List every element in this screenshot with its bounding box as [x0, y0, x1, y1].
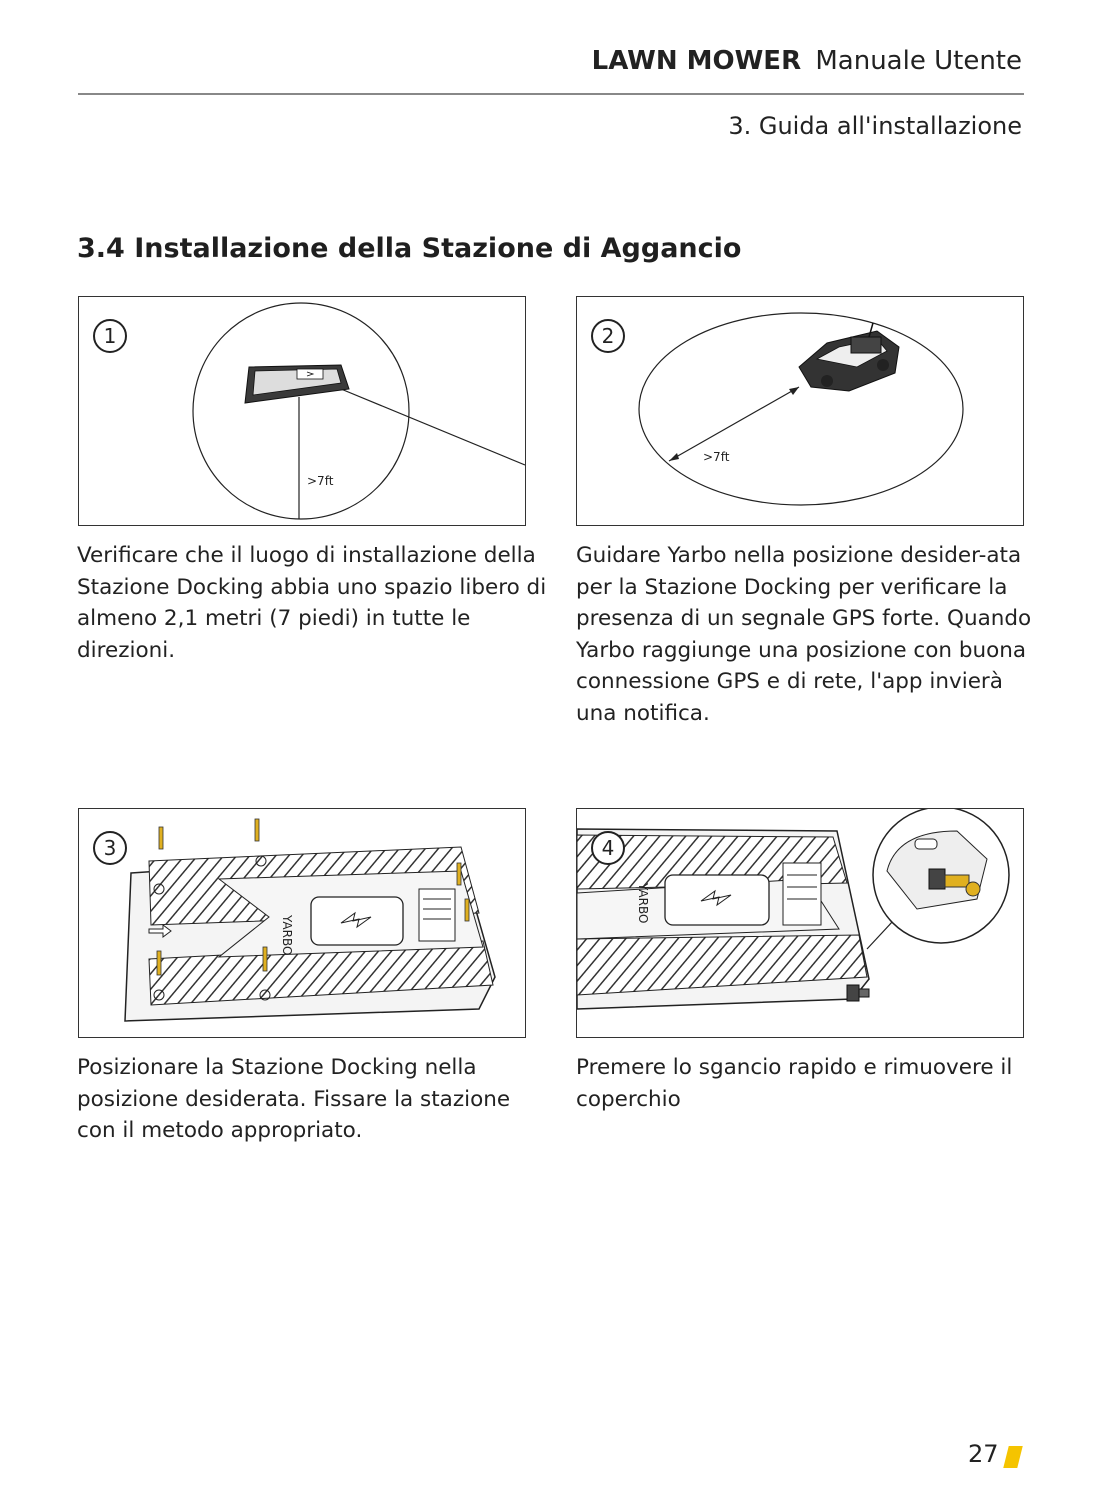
step-1-badge: 1 [93, 319, 127, 353]
step-3-description: Posizionare la Stazione Docking nella posizione desiderata. Fissare la stazione con il metodo appropriato. [77, 1055, 511, 1143]
page-accent-mark [1003, 1446, 1022, 1468]
station-brand-text-4: YARBO [636, 883, 650, 924]
robot-mower-icon [799, 323, 899, 391]
step-4-badge: 4 [591, 831, 625, 865]
section-label: 3. Guida all'installazione [728, 112, 1022, 140]
step-4-description: Premere lo sgancio rapido e rimuovere il coperchio [576, 1055, 1013, 1112]
header-brand: LAWN MOWER [591, 46, 802, 76]
docking-clearance-circle-illustration [79, 297, 525, 525]
step-1-distance-label: >7ft [307, 474, 334, 488]
quick-release-illustration [577, 809, 1023, 1037]
step-2-badge: 2 [591, 319, 625, 353]
figure-step-3 [78, 808, 526, 1038]
station-fixing-illustration [79, 809, 525, 1037]
step-2-description: Guidare Yarbo nella posizione desider-ata per la Stazione Docking per verificare la presenza di un segnale GPS forte. Quando Yarbo raggiunge una posizione con buona connessione GPS e di rete, l'app invierà una notifica. [576, 543, 1032, 726]
step-1-description: Verificare che il luogo di installazione della Stazione Docking abbia uno spazio libero di almeno 2,1 metri (7 piedi) in tutte le direzioni. [77, 543, 547, 663]
page-heading: 3.4 Installazione della Stazione di Aggancio [77, 233, 742, 264]
connector-icon [847, 985, 869, 1001]
header-title [592, 46, 1022, 76]
figure-step-1 [78, 296, 526, 526]
step-2-distance-label: >7ft [703, 450, 730, 464]
robot-gps-ellipse-illustration [577, 297, 1023, 525]
figure-step-4 [576, 808, 1024, 1038]
docking-station-icon [245, 365, 349, 403]
step-3-badge: 3 [93, 831, 127, 865]
page-number: 27 [968, 1440, 999, 1468]
figure-step-2 [576, 296, 1024, 526]
header-divider [78, 93, 1024, 95]
header-doc-title: Manuale Utente [815, 46, 1022, 76]
station-brand-text: YARBO [280, 915, 294, 956]
